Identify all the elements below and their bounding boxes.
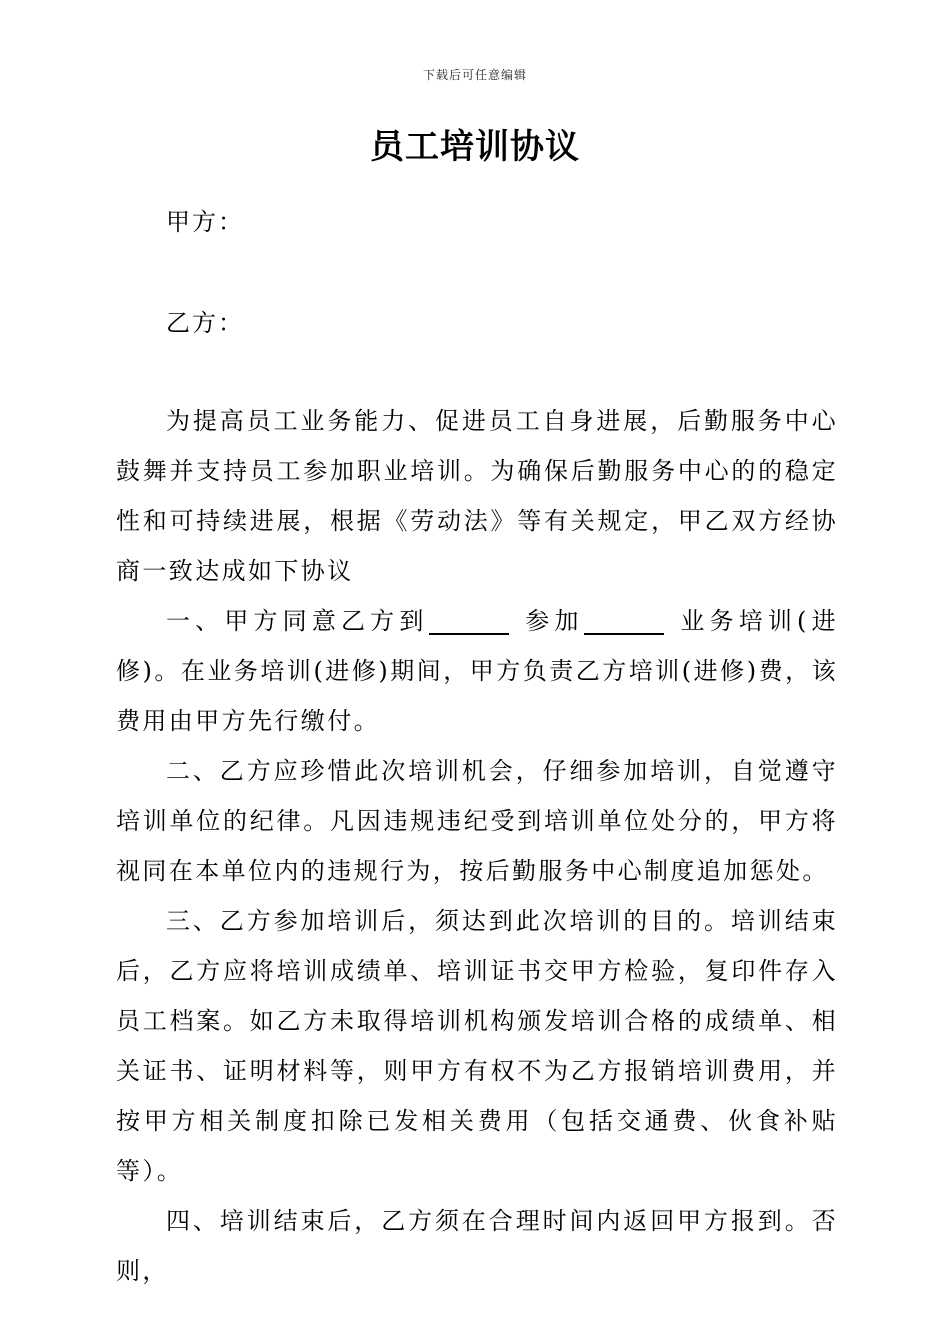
training-subject-blank (584, 609, 664, 635)
clause-3-paragraph: 三、乙方参加培训后，须达到此次培训的目的。培训结束后，乙方应将培训成绩单、培训证书交甲方检验，复印件存入员工档案。如乙方未取得培训机构颁发培训合格的成绩单、相关证书、证明材料等，则甲方有权不为乙方报销培训费用，并按甲方相关制度扣除已发相关费用（包括交通费、伙食补贴等）。 (116, 907, 838, 1185)
clause-1-paragraph (116, 596, 838, 746)
header-note: 下载后可任意编辑 (422, 68, 527, 82)
clause-2-paragraph: 二、乙方应珍惜此次培训机会，仔细参加培训，自觉遵守培训单位的纪律。凡因违规违纪受到培训单位处分的，甲方将视同在本单位内的违规行为，按后勤服务中心制度追加惩处。 (116, 757, 838, 885)
document-title: 员工培训协议 (370, 127, 580, 167)
clause-1-part-3: 业务培训(进修)。在业务培训(进修)期间，甲方负责乙方培训(进修)费，该费用由甲方先行缴付。 (116, 607, 838, 735)
party-a-label: 甲方： (166, 208, 244, 236)
training-location-blank (429, 609, 509, 635)
agreement-body (116, 396, 838, 1296)
clause-1-part-1: 一、甲方同意乙方到 (166, 607, 429, 635)
clause-1-part-2: 参加 (522, 607, 584, 635)
clause-4-paragraph: 四、培训结束后，乙方须在合理时间内返回甲方报到。否则， (116, 1207, 838, 1285)
intro-paragraph: 为提高员工业务能力、促进员工自身进展，后勤服务中心鼓舞并支持员工参加职业培训。为确保后勤服务中心的的稳定性和可持续进展，根据《劳动法》等有关规定，甲乙双方经协商一致达成如下协议 (116, 407, 838, 585)
party-b-label: 乙方： (166, 309, 244, 337)
